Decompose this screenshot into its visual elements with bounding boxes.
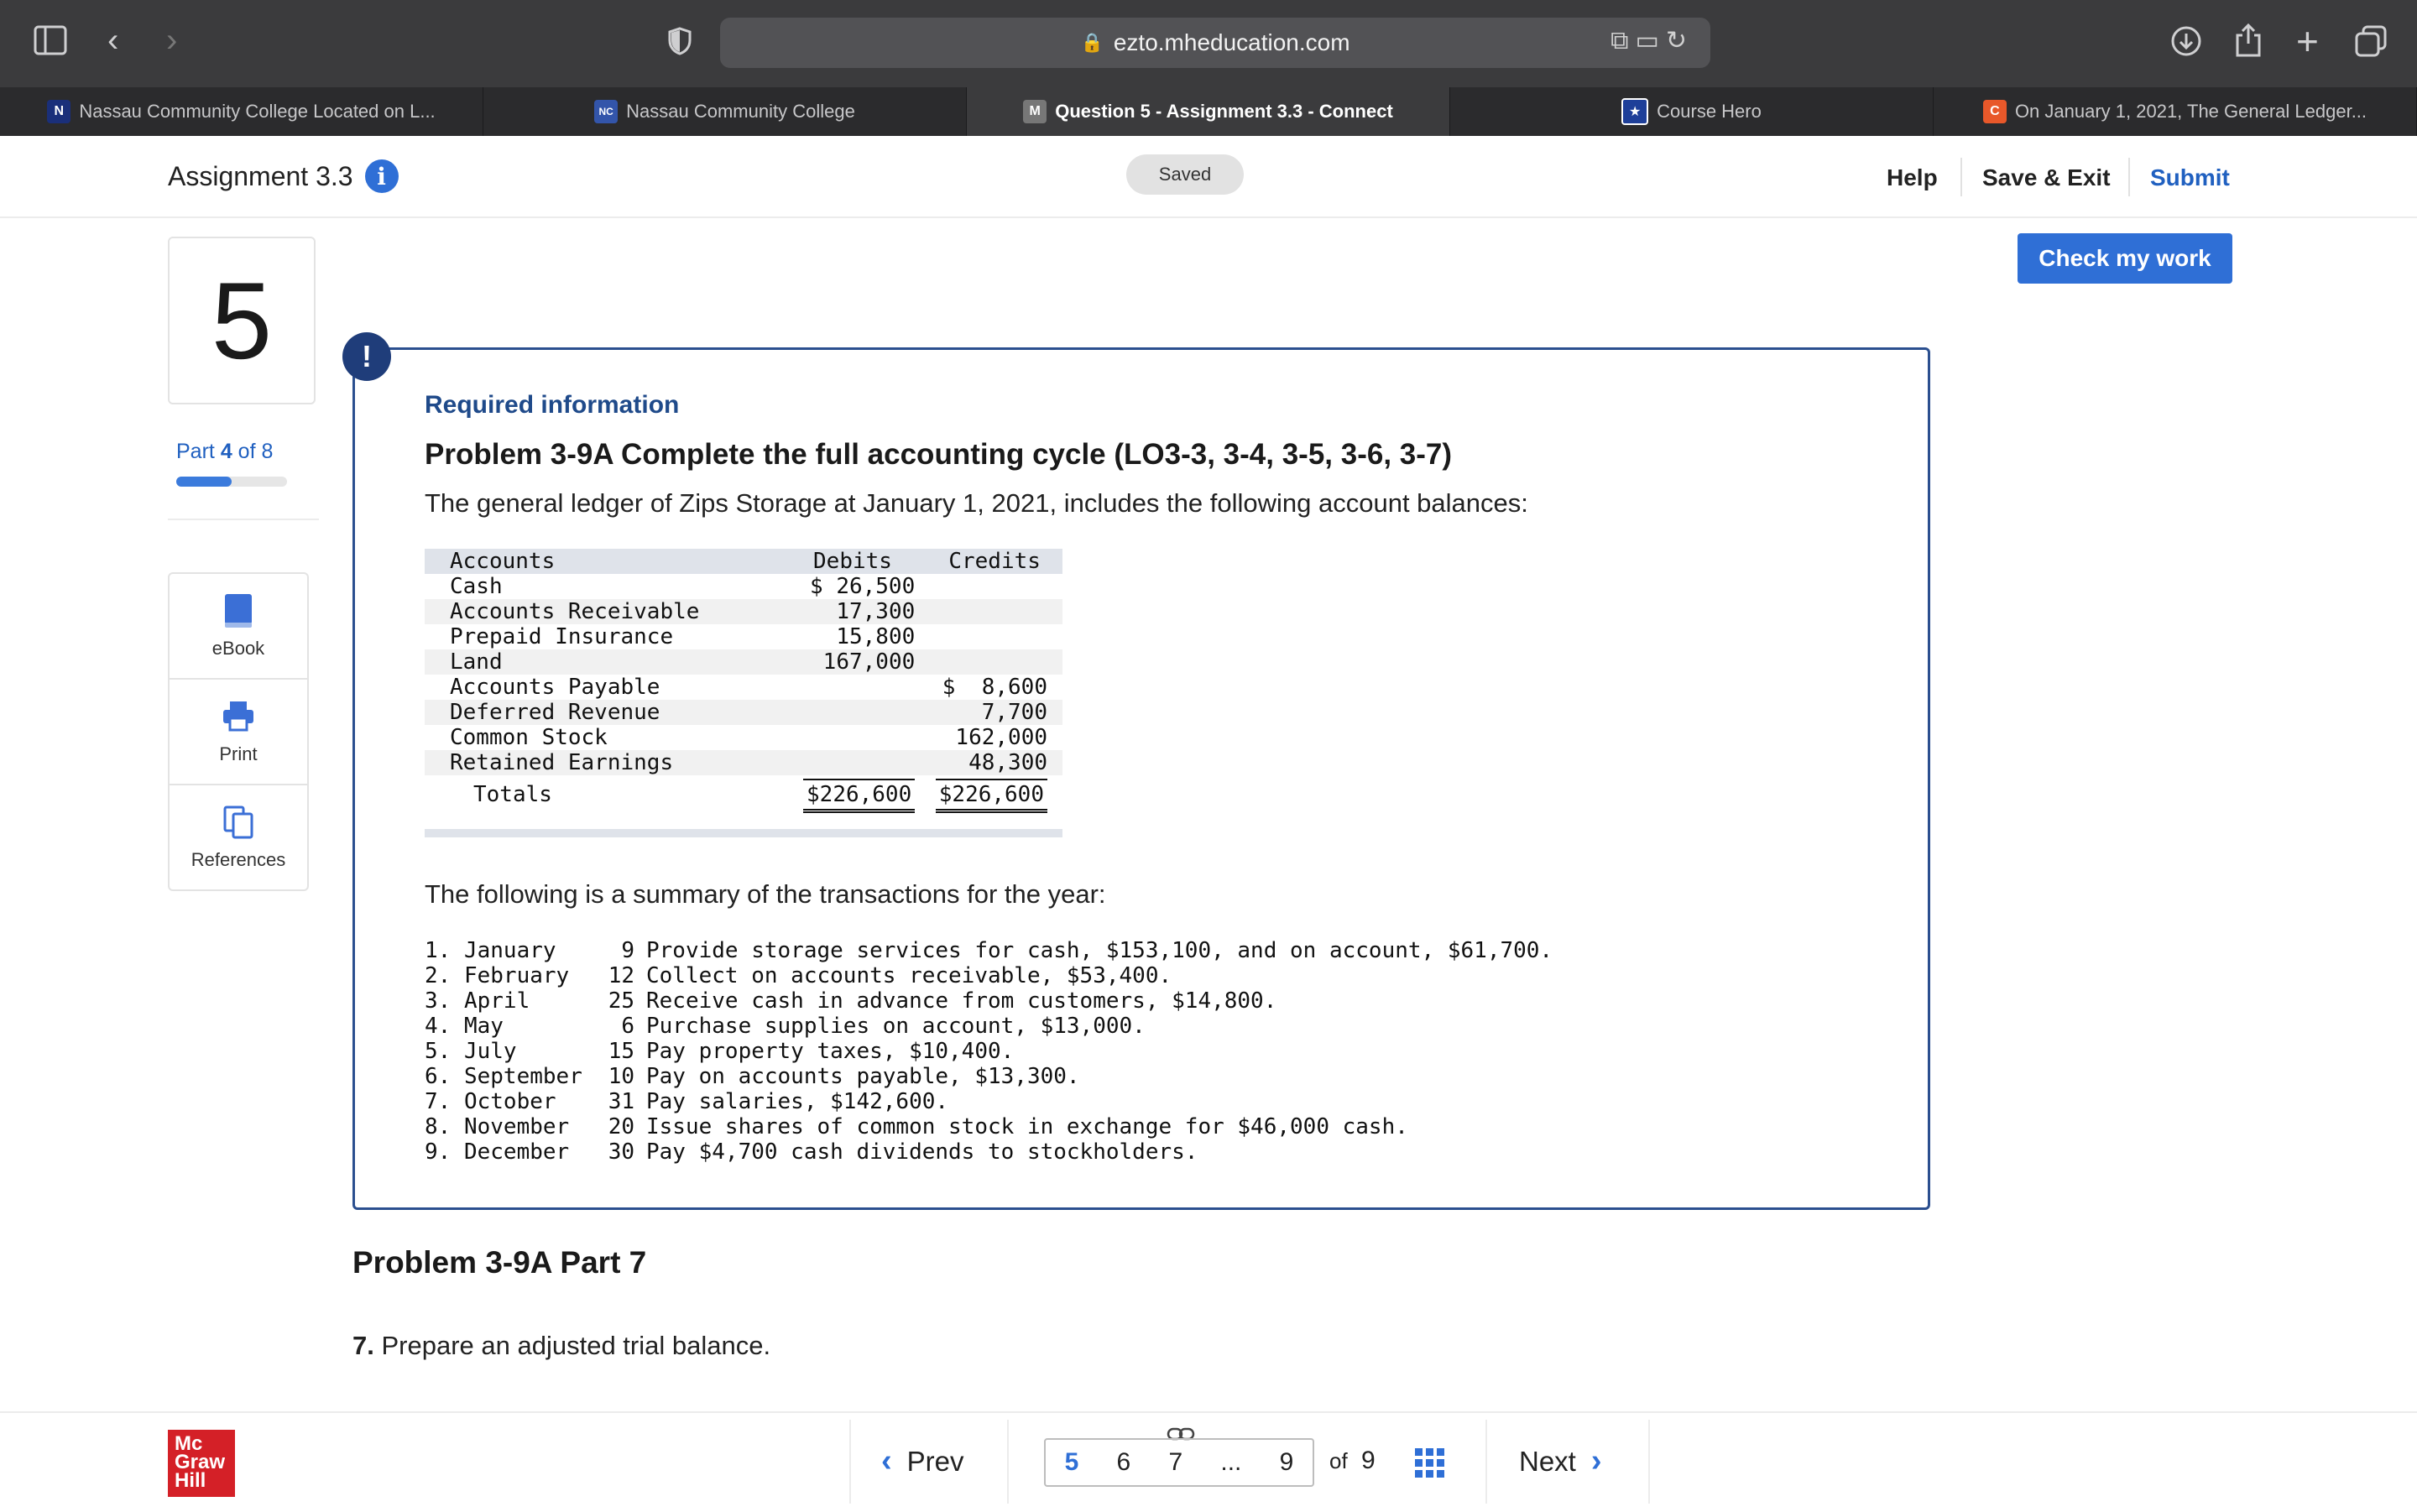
transactions-intro-text: The following is a summary of the transactions for the year:: [425, 879, 1106, 909]
credit-cell: [927, 649, 1062, 675]
download-icon[interactable]: [2170, 25, 2202, 63]
transaction-text: Pay property taxes, $10,400.: [646, 1039, 1015, 1064]
account-cell: Common Stock: [450, 725, 608, 750]
transaction-day: 31: [608, 1089, 634, 1114]
header-divider: [1960, 158, 1962, 196]
page-selector: [1044, 1438, 1314, 1487]
account-cell: Accounts Receivable: [425, 599, 779, 624]
page-number[interactable]: 6: [1116, 1448, 1131, 1476]
nassau-favicon-icon: N: [47, 100, 70, 123]
credit-cell: [927, 624, 1062, 649]
assignment-title-text: Assignment 3.3: [168, 160, 353, 191]
tab-label: Nassau Community College: [626, 101, 855, 122]
credit-cell: 162,000: [955, 725, 1047, 750]
transaction-date: [425, 1139, 596, 1165]
transaction-number: 6.: [425, 1064, 452, 1089]
ebook-button[interactable]: [170, 574, 307, 680]
part-word: Part: [176, 440, 215, 463]
transaction-text: Pay on accounts payable, $13,300.: [646, 1064, 1080, 1089]
table-row: [425, 675, 1062, 700]
transaction-month: September: [463, 1064, 582, 1089]
totals-row: [425, 775, 1062, 814]
transaction-item: [425, 1064, 1553, 1089]
transaction-number: 7.: [425, 1089, 452, 1114]
transaction-date: [425, 1014, 596, 1039]
assignment-title: [168, 159, 399, 193]
part-indicator: [176, 440, 273, 464]
debit-cell: [779, 700, 927, 725]
tab-nassau-community-college[interactable]: [483, 87, 967, 136]
required-information-heading: Required information: [425, 391, 680, 419]
rail-divider: [168, 519, 319, 520]
transaction-day: 10: [608, 1064, 634, 1089]
next-button[interactable]: [1519, 1443, 1602, 1479]
transaction-item: [425, 1039, 1553, 1064]
assignment-header: [0, 136, 2417, 218]
table-row: [425, 725, 1062, 750]
transaction-text: Issue shares of common stock in exchange for $46,000 cash.: [646, 1114, 1408, 1139]
footer-divider: [1007, 1420, 1009, 1504]
transaction-day: 15: [608, 1039, 634, 1064]
credit-cell: [927, 574, 1062, 599]
tab-label: On January 1, 2021, The General Ledger...: [2014, 101, 2367, 122]
transaction-month: October: [463, 1089, 556, 1114]
transaction-item: [425, 1114, 1553, 1139]
transaction-number: 4.: [425, 1014, 452, 1039]
printer-icon: [222, 698, 255, 735]
debits-header: Debits: [779, 549, 927, 574]
transaction-date: [425, 1089, 596, 1114]
ncc-favicon-icon: NC: [594, 100, 618, 123]
debit-cell: 167,000: [779, 649, 927, 675]
transaction-month: November: [463, 1114, 570, 1139]
account-cell: Deferred Revenue: [425, 700, 779, 725]
table-row: [425, 624, 1062, 649]
lock-icon: 🔒: [1080, 32, 1104, 53]
part-question: [352, 1331, 770, 1361]
prev-label: Prev: [906, 1445, 964, 1477]
footer-divider: [1485, 1420, 1487, 1504]
transaction-item: [425, 1089, 1553, 1114]
transaction-date: [425, 1039, 596, 1064]
problem-title: Problem 3-9A Complete the full accounting cycle (LO3-3, 3-4, 3-5, 3-6, 3-7): [425, 438, 1453, 471]
credit-cell: $ 8,600: [942, 675, 1047, 700]
table-row: [425, 599, 1062, 624]
account-cell: Cash: [450, 574, 503, 599]
tool-panel: [168, 572, 309, 891]
table-footer-bar: [425, 829, 1062, 837]
debit-cell: [779, 725, 927, 750]
browser-toolbar: [0, 0, 2417, 89]
transaction-number: 3.: [425, 988, 452, 1014]
account-balances-table: [425, 549, 1062, 814]
tab-label: Course Hero: [1657, 101, 1762, 122]
help-button[interactable]: Help: [1887, 164, 1938, 190]
transaction-text: Collect on accounts receivable, $53,400.: [646, 963, 1172, 988]
transaction-day: 20: [608, 1114, 634, 1139]
ebook-label: eBook: [211, 638, 265, 659]
ledger-intro-text: The general ledger of Zips Storage at January 1, 2021, includes the following account balances:: [425, 488, 1528, 518]
share-icon[interactable]: [2234, 23, 2263, 63]
check-my-work-button[interactable]: Check my work: [2018, 233, 2232, 284]
debit-cell: [779, 750, 927, 775]
part-progress-fill: [176, 477, 232, 487]
transaction-day: 25: [608, 988, 634, 1014]
credit-cell: 7,700: [927, 700, 1062, 725]
transaction-day: 12: [608, 963, 634, 988]
page-total: [1329, 1447, 1376, 1475]
of-label: of: [1329, 1448, 1348, 1473]
alert-icon: !: [342, 332, 391, 381]
credit-cell: [927, 599, 1062, 624]
debit-cell: $ 26,500: [810, 574, 916, 599]
transaction-date: [425, 963, 596, 988]
transaction-item: [425, 1139, 1553, 1165]
transaction-month: December: [463, 1139, 570, 1165]
table-row: [425, 700, 1062, 725]
header-divider: [2128, 158, 2130, 196]
transaction-date: [425, 1064, 596, 1089]
reader-translate-reload-icons[interactable]: ⧉▭↻: [1610, 27, 1694, 55]
transaction-text: Pay salaries, $142,600.: [646, 1089, 949, 1114]
print-label: Print: [219, 743, 258, 764]
total-debit-cell: [779, 775, 927, 814]
page-ellipsis: ...: [1220, 1448, 1242, 1476]
tab-label: Question 5 - Assignment 3.3 - Connect: [1055, 101, 1393, 122]
part-question-text: Prepare an adjusted trial balance.: [381, 1331, 771, 1360]
transaction-text: Pay $4,700 cash dividends to stockholders.: [646, 1139, 1198, 1165]
footer-divider: [1648, 1420, 1650, 1504]
transaction-month: February: [463, 963, 570, 988]
transaction-number: 5.: [425, 1039, 452, 1064]
question-number: 5: [168, 237, 316, 404]
transaction-item: [425, 963, 1553, 988]
transaction-month: July: [463, 1039, 517, 1064]
credits-header: Credits: [927, 549, 1062, 574]
submit-button[interactable]: Submit: [2150, 164, 2230, 190]
tab-label: Nassau Community College Located on L...: [79, 101, 436, 122]
total-pages: 9: [1361, 1447, 1376, 1474]
transaction-day: 6: [621, 1014, 634, 1039]
tab-course-hero[interactable]: [1450, 87, 1934, 136]
account-cell: Retained Earnings: [425, 750, 779, 775]
transaction-month: January: [463, 938, 556, 963]
credit-cell: 48,300: [927, 750, 1062, 775]
transaction-number: 1.: [425, 938, 452, 963]
transaction-day: 9: [621, 938, 634, 963]
transaction-number: 9.: [425, 1139, 452, 1165]
chegg-favicon-icon: C: [1983, 100, 2007, 123]
part-progress-bar: [176, 477, 287, 487]
tab-overview-icon[interactable]: [2355, 25, 2387, 63]
transaction-number: 8.: [425, 1114, 452, 1139]
chevron-left-icon: ‹: [881, 1443, 892, 1478]
transaction-text: Provide storage services for cash, $153,100, and on account, $61,700.: [646, 938, 1553, 963]
forward-icon[interactable]: ›: [166, 22, 178, 59]
transaction-item: [425, 938, 1553, 963]
page-number[interactable]: 7: [1168, 1448, 1183, 1476]
tab-question-5-connect[interactable]: [967, 87, 1450, 136]
account-cell: Accounts Payable: [450, 675, 660, 700]
totals-label: Totals: [473, 782, 552, 807]
url-text: ezto.mheducation.com: [1113, 29, 1350, 55]
total-debit: $226,600: [803, 779, 915, 813]
account-cell: Prepaid Insurance: [450, 624, 674, 649]
transaction-item: [425, 1014, 1553, 1039]
transaction-month: May: [463, 1014, 504, 1039]
tab-chegg-general-ledger[interactable]: [1934, 87, 2417, 136]
references-label: References: [191, 849, 286, 870]
chevron-right-icon: ›: [1590, 1443, 1602, 1478]
references-button[interactable]: [170, 785, 307, 889]
transaction-text: Purchase supplies on account, $13,000.: [646, 1014, 1146, 1039]
logo-line: Graw: [175, 1451, 226, 1473]
page-number[interactable]: 5: [1064, 1448, 1079, 1476]
transaction-number: 2.: [425, 963, 452, 988]
transaction-item: [425, 988, 1553, 1014]
next-label: Next: [1519, 1445, 1576, 1477]
transaction-text: Receive cash in advance from customers, $14,800.: [646, 988, 1277, 1014]
saved-status-badge: Saved: [1126, 154, 1244, 195]
book-icon: [222, 592, 255, 629]
table-row: [425, 574, 1062, 599]
footer-divider: [849, 1420, 851, 1504]
debit-cell: 17,300: [779, 599, 927, 624]
part-question-number: 7.: [352, 1331, 374, 1360]
course-hero-favicon-icon: ★: [1621, 98, 1648, 125]
total-credit-cell: [927, 775, 1062, 814]
tab-strip: [0, 87, 2417, 136]
transaction-date: [425, 1114, 596, 1139]
part-title: Problem 3-9A Part 7: [352, 1245, 647, 1280]
save-exit-button[interactable]: Save & Exit: [1982, 164, 2111, 190]
print-button[interactable]: [170, 680, 307, 785]
mcgraw-hill-logo: [168, 1430, 235, 1497]
part-current: 4: [220, 440, 232, 463]
table-row: [425, 750, 1062, 775]
transaction-date: [425, 988, 596, 1014]
logo-line: Hill: [175, 1469, 206, 1492]
part-total: of 8: [238, 440, 274, 463]
debit-cell: 15,800: [836, 624, 916, 649]
mheducation-favicon-icon: M: [1023, 100, 1047, 123]
prev-button[interactable]: [881, 1443, 964, 1479]
address-bar[interactable]: [720, 18, 1710, 68]
transaction-date: [425, 938, 596, 963]
table-row: [425, 649, 1062, 675]
tab-nassau-located[interactable]: [0, 87, 483, 136]
logo-line: Mc: [175, 1432, 203, 1455]
new-tab-icon[interactable]: +: [2296, 19, 2319, 63]
debit-cell: [779, 675, 927, 700]
account-cell: Land: [425, 649, 779, 675]
transaction-month: April: [463, 988, 530, 1014]
shield-icon[interactable]: [668, 27, 692, 61]
total-credit: $226,600: [936, 779, 1047, 813]
copy-icon: [222, 804, 255, 841]
table-header-row: [425, 549, 1062, 574]
transaction-day: 30: [608, 1139, 634, 1165]
transaction-list: [425, 938, 1553, 1165]
page-number[interactable]: 9: [1279, 1448, 1294, 1476]
info-icon[interactable]: i: [365, 159, 399, 193]
back-icon[interactable]: ‹: [107, 22, 119, 59]
accounts-header: Accounts: [425, 549, 779, 574]
sidebar-toggle-icon[interactable]: [34, 25, 67, 61]
grid-icon[interactable]: [1415, 1448, 1445, 1478]
